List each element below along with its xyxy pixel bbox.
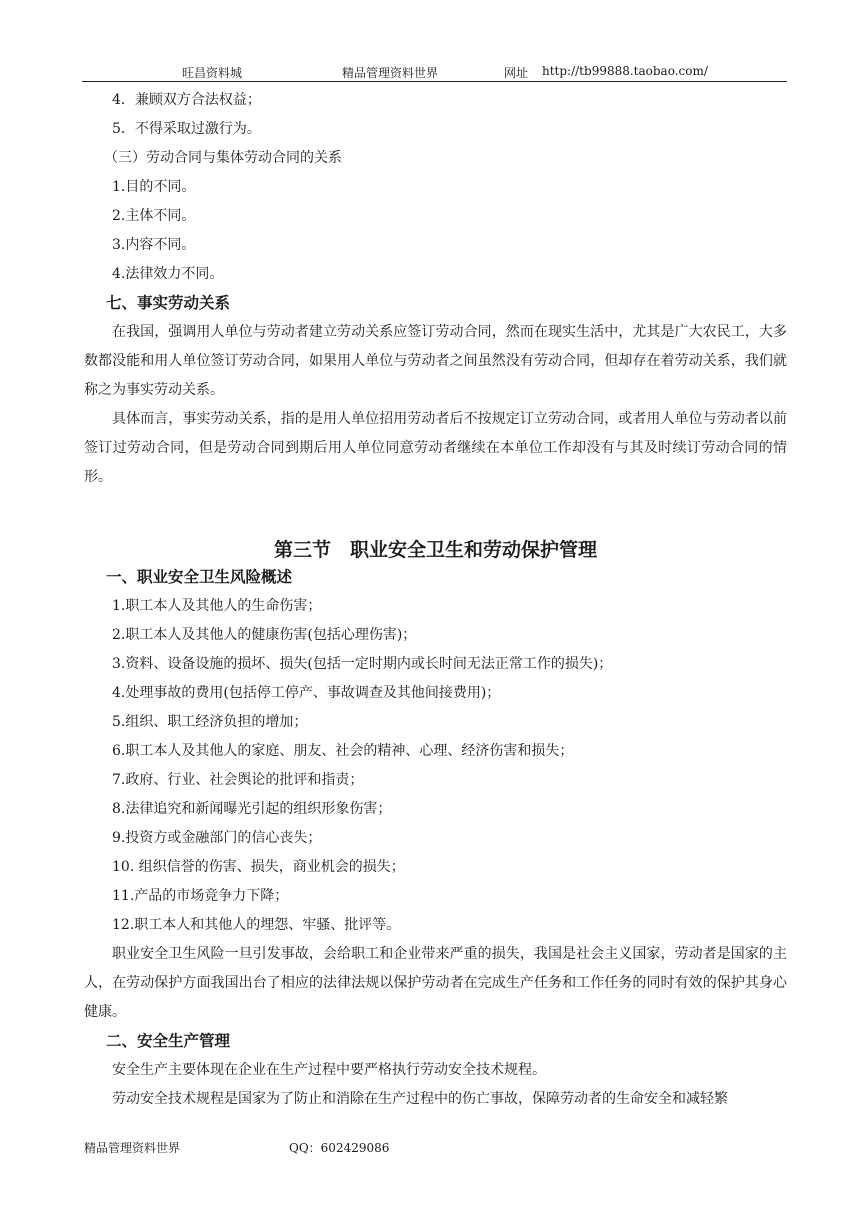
list-item: 11.产品的市场竞争力下降； bbox=[112, 888, 289, 904]
list-item: 4.法律效力不同。 bbox=[112, 266, 224, 282]
header-url: http://tb99888.taobao.com/ bbox=[542, 64, 708, 78]
list-item: 2.主体不同。 bbox=[112, 208, 196, 224]
header-shop-name: 旺昌资料城 bbox=[182, 66, 243, 80]
paragraph: 劳动安全技术规程是国家为了防止和消除在生产过程中的伤亡事故，保障劳动者的生命安全和减轻繁 bbox=[112, 1091, 728, 1107]
header-rule bbox=[82, 81, 787, 82]
list-item: 3.内容不同。 bbox=[112, 237, 196, 253]
page-header bbox=[82, 62, 787, 82]
list-item: 12.职工本人和其他人的埋怨、牢骚、批评等。 bbox=[112, 917, 401, 933]
paragraph: 职业安全卫生风险一旦引发事故，会给职工和企业带来严重的损失，我国是社会主义国家，劳动者是国家的主人，在劳动保护方面我国出台了相应的法律法规以保护劳动者在完成生产任务和工作任务的同时有效的保护其身心健康。 bbox=[84, 946, 787, 1020]
list-item: 3.资料、设备设施的损坏、损失(包括一定时期内或长时间无法正常工作的损失)； bbox=[112, 656, 613, 672]
paragraph: 安全生产主要体现在企业在生产过程中要严格执行劳动安全技术规程。 bbox=[112, 1062, 546, 1078]
list-item: 9.投资方或金融部门的信心丧失； bbox=[112, 830, 322, 846]
header-world-name: 精品管理资料世界 bbox=[342, 66, 439, 80]
page-footer bbox=[84, 1139, 784, 1159]
list-item: 1.目的不同。 bbox=[112, 179, 196, 195]
footer-qq: QQ：602429086 bbox=[289, 1141, 390, 1155]
list-item: 4．兼顾双方合法权益； bbox=[112, 92, 261, 108]
section-gap bbox=[84, 492, 787, 534]
heading-safety-production: 二、安全生产管理 bbox=[106, 1032, 231, 1050]
list-item: 1.职工本人及其他人的生命伤害； bbox=[112, 598, 322, 614]
paragraph: 在我国，强调用人单位与劳动者建立劳动关系应签订劳动合同，然而在现实生活中，尤其是广大农民工，大多数都没能和用人单位签订劳动合同，如果用人单位与劳动者之间虽然没有劳动合同，但却存在着劳动关系，我们就称之为事实劳动关系。 bbox=[84, 324, 787, 398]
section-title: 第三节 职业安全卫生和劳动保护管理 bbox=[273, 539, 597, 561]
list-item: 8.法律追究和新闻曝光引起的组织形象伤害； bbox=[112, 801, 392, 817]
paragraph: 具体而言，事实劳动关系，指的是用人单位招用劳动者后不按规定订立劳动合同，或者用人单位与劳动者以前签订过劳动合同，但是劳动合同到期后用人单位同意劳动者继续在本单位工作却没有与其及时续订劳动合同的情形。 bbox=[84, 411, 787, 485]
list-item: 10. 组织信誉的伤害、损失，商业机会的损失； bbox=[112, 859, 405, 875]
heading-risk-overview: 一、职业安全卫生风险概述 bbox=[106, 568, 293, 586]
heading-factual-labor-relation: 七、事实劳动关系 bbox=[106, 294, 231, 312]
list-item: 6.职工本人及其他人的家庭、朋友、社会的精神、心理、经济伤害和损失； bbox=[112, 743, 574, 759]
list-item: 4.处理事故的费用(包括停工停产、事故调查及其他间接费用)； bbox=[112, 685, 501, 701]
list-item: 2.职工本人及其他人的健康伤害(包括心理伤害)； bbox=[112, 627, 417, 643]
list-item: 7.政府、行业、社会舆论的批评和指责； bbox=[112, 772, 364, 788]
subheading: （三）劳动合同与集体劳动合同的关系 bbox=[104, 150, 342, 166]
footer-world-name: 精品管理资料世界 bbox=[84, 1141, 181, 1155]
list-item: 5．不得采取过激行为。 bbox=[112, 121, 261, 137]
list-item: 5.组织、职工经济负担的增加； bbox=[112, 714, 308, 730]
header-url-label: 网址 bbox=[504, 66, 529, 80]
page-content bbox=[84, 86, 787, 1114]
